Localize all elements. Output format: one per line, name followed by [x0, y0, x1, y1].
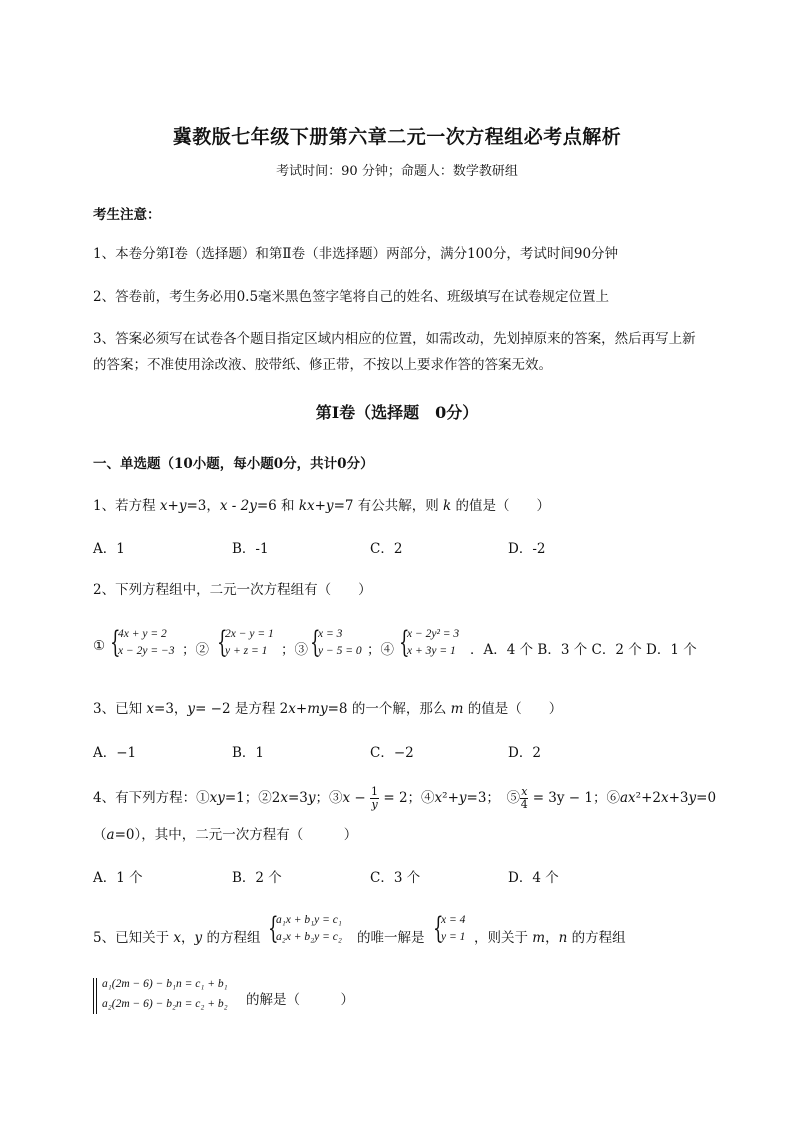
notice-item-3: 3、答案必须写在试卷各个题目指定区域内相应的位置，如需改动，先划掉原来的答案，然后再写上新	[93, 331, 696, 347]
question-5-stem-b: 的唯一解是	[357, 930, 425, 946]
q2-circle-2: ；②	[182, 642, 209, 658]
fraction-one-over-y: $\frac{1}{y}$	[371, 785, 379, 811]
fraction-x-over-4: $\frac{x}{4}$	[520, 785, 528, 811]
q2-system-3: { x = 3 y − 5 = 0	[310, 625, 362, 660]
q3-option-c: C．−2	[370, 745, 414, 761]
brace-icon: {	[268, 911, 279, 946]
q5-system-abc: { a₁x + b₁y = c₁ a₂x + b₂y = c₂	[268, 911, 342, 946]
brace-icon: {	[217, 625, 228, 660]
q1-option-b: B．-1	[232, 541, 269, 557]
question-2-stem: 2、下列方程组中，二元一次方程组有（ ）	[93, 582, 372, 598]
q1-option-d: D．-2	[508, 541, 546, 557]
q4-option-b: B．2 个	[232, 870, 282, 886]
page-title: 冀教版七年级下册第六章二元一次方程组必考点解析	[172, 126, 622, 148]
notice-heading: 考生注意：	[93, 207, 161, 223]
question-1-stem: 1、若方程 x+y=3，x - 2y=6 和 kx+y=7 有公共解，则 k 的值是（ ）	[93, 498, 551, 514]
q2-system-1: { 4x + y = 2 x − 2y = −3	[110, 625, 175, 660]
q1-option-c: C．2	[370, 541, 403, 557]
brace-icon: {	[433, 911, 444, 946]
brace-icon: {	[310, 625, 321, 660]
question-4-stem-cont: （a=0），其中，二元一次方程有（ ）	[93, 827, 358, 843]
q4-option-d: D．4 个	[508, 870, 559, 886]
q5-system-solution: { x = 4 y = 1	[433, 911, 466, 946]
q4-option-a: A．1 个	[93, 870, 143, 886]
q2-system-2: { 2x − y = 1 y + z = 1	[217, 625, 274, 660]
q3-option-b: B．1	[232, 745, 265, 761]
q2-circle-4: ；④	[367, 642, 394, 658]
page-subtitle: 考试时间：90 分钟；命题人：数学教研组	[276, 164, 518, 179]
section-title: 第Ⅰ卷（选择题 0分）	[315, 403, 479, 422]
q3-option-d: D．2	[508, 745, 541, 761]
q5-system-mn: a₁(2m − 6) − b₁n = c₁ + b₁ a₂(2m − 6) − b₂n = c₂ + b₂	[93, 976, 253, 1016]
question-5-stem-d: 的解是（ ）	[246, 992, 354, 1008]
q4-option-c: C．3 个	[370, 870, 421, 886]
brace-icon: {	[110, 625, 121, 660]
q2-circle-3: ；③	[281, 642, 308, 658]
brace-icon: {	[399, 625, 410, 660]
q2-options: ．A．4 个 B．3 个 C．2 个 D．1 个	[470, 642, 697, 658]
notice-item-1: 1、本卷分第Ⅰ卷（选择题）和第Ⅱ卷（非选择题）两部分，满分100分，考试时间90分钟	[93, 246, 619, 262]
q1-option-a: A．1	[93, 541, 125, 557]
notice-item-2: 2、答卷前，考生务必用0.5毫米黑色签字笔将自己的姓名、班级填写在试卷规定位置上	[93, 289, 610, 305]
notice-item-3-cont: 的答案；不准使用涂改液、胶带纸、修正带，不按以上要求作答的答案无效。	[93, 357, 552, 373]
q2-circle-1: ①	[93, 638, 106, 654]
question-3-stem: 3、已知 x=3，y= −2 是方程 2x+my=8 的一个解，那么 m 的值是（ ）	[93, 701, 563, 717]
q2-system-4: { x − 2y² = 3 x + 3y = 1	[399, 625, 460, 660]
double-bar-icon	[93, 978, 97, 1014]
part-heading: 一、单选题（10小题，每小题0分，共计0分）	[93, 456, 374, 472]
question-5-stem-c: ，则关于 m，n 的方程组	[474, 930, 626, 946]
q3-option-a: A．−1	[93, 745, 137, 761]
question-5-stem-a: 5、已知关于 x，y 的方程组	[93, 930, 261, 946]
question-4-stem: 4、有下列方程：①xy=1；②2x=3y；③x − $\frac{1}{y}$ = 2；④x²+y=3； ⑤ $\frac{x}{4}$ = 3y − 1；⑥ax²+2x+3y=0	[93, 785, 717, 811]
